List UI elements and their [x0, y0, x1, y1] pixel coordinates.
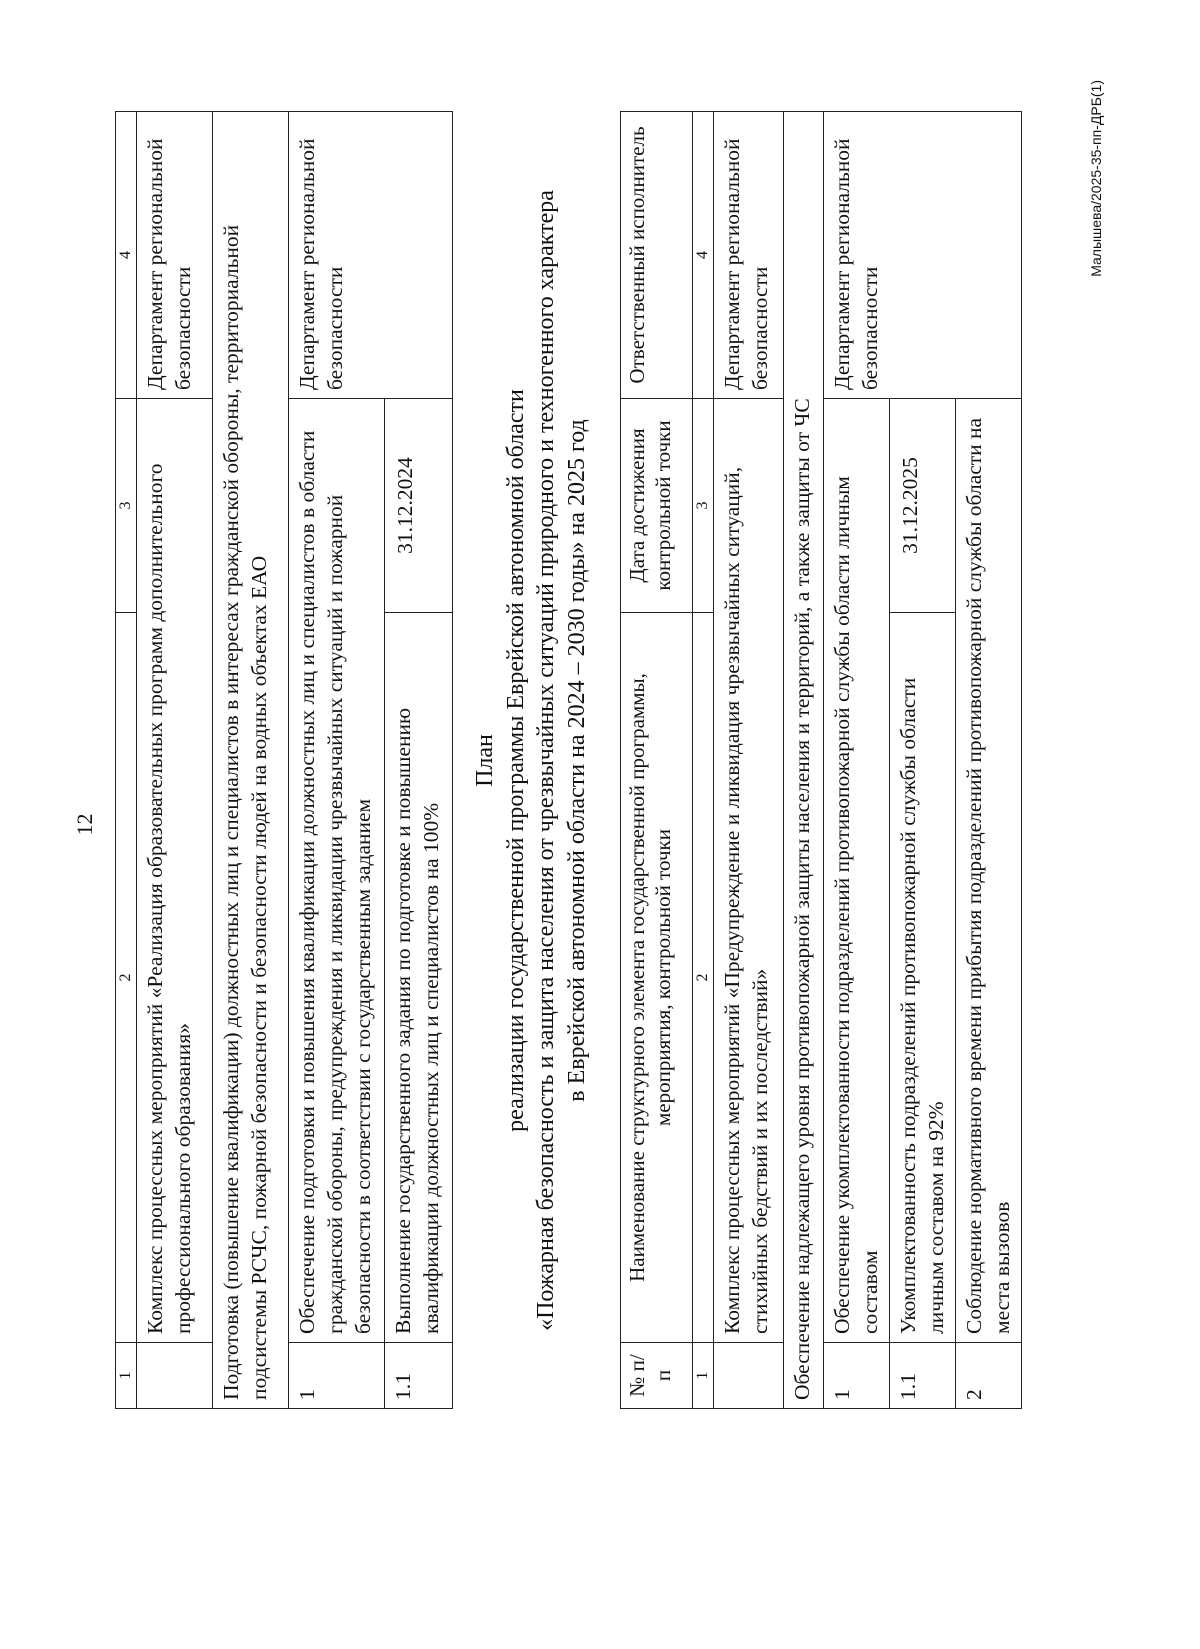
row-name: Выполнение государственного задания по подготовке и повышению квалификации должностных лиц и специалистов на 100% [384, 613, 452, 1343]
row-responsible: Департамент региональной безопасности [713, 112, 783, 399]
plan-table-number-row [693, 112, 714, 1409]
plan-title: План [472, 734, 498, 787]
row-name: Обеспечение укомплектованности подразделений противопожарной службы области личным составом [823, 399, 889, 1343]
row-responsible: Департамент региональной безопасности [823, 112, 1021, 399]
column-header-date: Дата достижения контрольной точки [621, 399, 693, 613]
table-row [136, 112, 212, 1409]
plan-subtitle-line: реализации государственной программы Еврейской автономной области [502, 389, 529, 1132]
plan-heading [470, 102, 593, 1419]
header-cell: 1 [693, 1343, 714, 1409]
header-cell: 4 [116, 112, 137, 399]
row-responsible: Департамент региональной безопасности [288, 112, 452, 399]
table-row [823, 112, 889, 1409]
column-header-name: Наименование структурного элемента государственной программы, мероприятия, контрольной точки [621, 613, 693, 1343]
table-row [212, 112, 288, 1409]
header-cell: 2 [693, 613, 714, 1343]
header-cell: 3 [693, 399, 714, 613]
table-row [288, 112, 384, 1409]
top-table-header [116, 112, 137, 1409]
header-cell: 2 [116, 613, 137, 1343]
top-table [115, 111, 453, 1409]
plan-table-column-headers [621, 112, 693, 1409]
table-row [713, 112, 783, 1409]
page-number: 12 [72, 813, 97, 836]
row-number: 1 [823, 1343, 889, 1409]
row-responsible: Департамент региональной безопасности [136, 112, 212, 399]
row-name: Подготовка (повышение квалификации) должностных лиц и специалистов в интересах гражданской обороны, территориальной подсистемы РСЧС, пожарной безопасности и безопасности людей на водных объектах ЕАО [212, 112, 288, 1409]
plan-subtitle-line: «Пожарная безопасность и защита населения от чрезвычайных ситуаций природного и техногенного характера [533, 190, 560, 1331]
row-name: Комплекс процессных мероприятий «Предупреждение и ликвидация чрезвычайных ситуаций, стихийных бедствий и их последствий» [713, 399, 783, 1343]
plan-table [620, 111, 1022, 1409]
table-row [783, 112, 823, 1409]
header-cell: 1 [116, 1343, 137, 1409]
row-name: Комплекс процессных мероприятий «Реализация образовательных программ дополнительного профессионального образования» [136, 399, 212, 1343]
file-reference: Малышева/2025-35-пп-ДРБ(1) [1088, 80, 1104, 277]
row-number [713, 1343, 783, 1409]
row-date: 31.12.2024 [384, 399, 452, 613]
row-number: 1.1 [384, 1343, 452, 1409]
row-name: Обеспечение подготовки и повышения квалификации должностных лиц и специалистов в области гражданской обороны, предупреждения и ликвидации чрезвычайных ситуаций и пожарной безопасности в соответствии с государственным заданием [288, 399, 384, 1343]
header-cell: 4 [693, 112, 714, 399]
row-name: Обеспечение надлежащего уровня противопожарной защиты населения и территорий, а также защиты от ЧС [783, 112, 823, 1409]
row-name: Укомплектованность подразделений противопожарной службы области личным составом на 92% [889, 613, 955, 1343]
row-number: 2 [955, 1343, 1021, 1409]
row-number [136, 1343, 212, 1409]
header-cell: 3 [116, 399, 137, 613]
row-number: 1.1 [889, 1343, 955, 1409]
column-header-number: № п/п [621, 1343, 693, 1409]
column-header-responsible: Ответственный исполнитель [621, 112, 693, 399]
row-number: 1 [288, 1343, 384, 1409]
plan-subtitle-line: в Еврейской автономной области на 2024 – 2030 годы» на 2025 год [564, 419, 591, 1102]
row-name: Соблюдение нормативного времени прибытия подразделений противопожарной службы области на места вызовов [955, 399, 1021, 1343]
row-date: 31.12.2025 [889, 399, 955, 613]
